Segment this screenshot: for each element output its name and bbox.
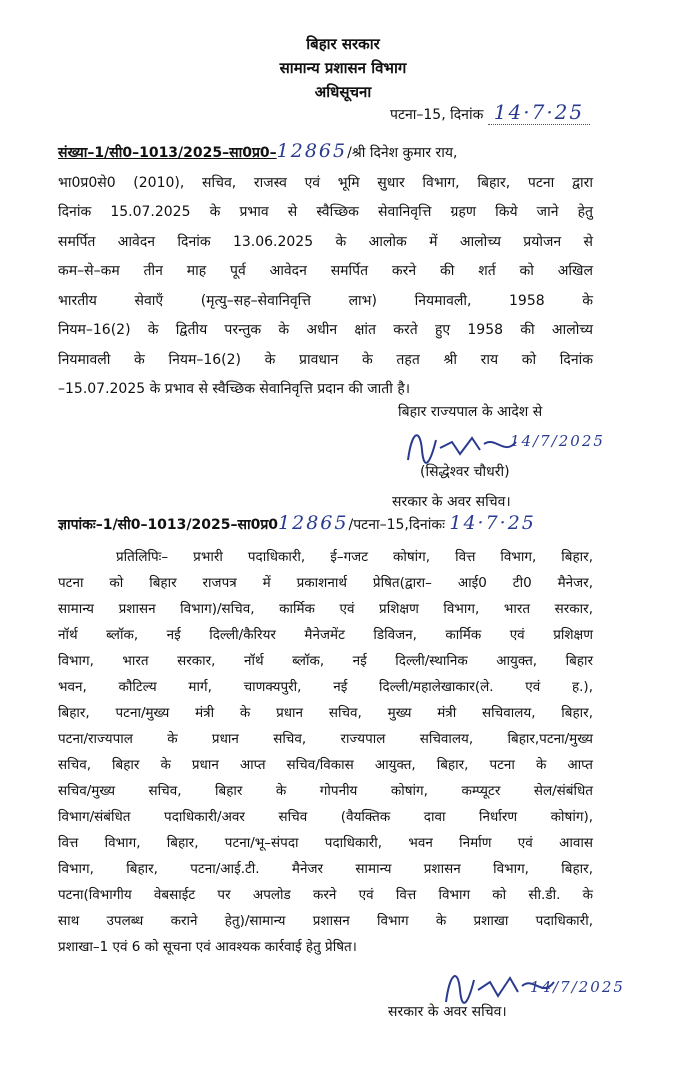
department-heading: सामान्य प्रशासन विभाग — [279, 59, 407, 77]
signatory-designation: सरकार के अवर सचिव। — [392, 494, 511, 510]
handwritten-ref-number: 12865 — [276, 140, 348, 162]
memo-handwritten-ref-number: 12865 — [278, 512, 349, 534]
order-line: बिहार राज्यपाल के आदेश से — [398, 404, 543, 420]
memo-line: पटना(विभागीय वेबसाईट पर अपलोड करने एवं वित्त विभाग को सी.डी. के — [58, 887, 593, 903]
memo-line: वित्त विभाग, बिहार, पटना/भू–संपदा पदाधिकारी, भवन निर्माण एवं आवास — [58, 835, 593, 851]
memo-line: सामान्य प्रशासन विभाग)/सचिव, कार्मिक एवं प्रशिक्षण विभाग, भारत सरकार, — [58, 601, 593, 617]
place-date-label: पटना–15, दिनांक — [390, 107, 484, 123]
notification-line: –15.07.2025 के प्रभाव से स्वैच्छिक सेवानिवृत्ति प्रदान की जाती है। — [58, 381, 411, 397]
notification-line: नियमावली के नियम–16(2) के प्रावधान के तहत श्री राय को दिनांक — [58, 351, 593, 368]
memo-signatory-designation: सरकार के अवर सचिव। — [388, 1004, 507, 1020]
memo-line: बिहार, पटना/मुख्य मंत्री के प्रधान सचिव, मुख्य मंत्री सचिवालय, बिहार, — [58, 705, 593, 721]
memo-line: पटना को बिहार राजपत्र में प्रकाशनार्थ प्रेषित(द्वारा– आई0 टी0 मैनेजर, — [58, 575, 593, 591]
memo-signature-date-hand: 14/7/2025 — [530, 978, 625, 996]
memo-line: भवन, कौटिल्य मार्ग, चाणक्यपुरी, नई दिल्ली/महालेखाकार(ले. एवं ह.), — [58, 679, 593, 695]
memo-line: विभाग, भारत सरकार, नॉर्थ ब्लॉक, नई दिल्ली/स्थानिक आयुक्त, बिहार — [58, 653, 593, 669]
memo-handwritten-date: 14·7·25 — [449, 512, 536, 534]
notification-line: समर्पित आवेदन दिनांक 13.06.2025 के आलोक में आलोच्य प्रयोजन से — [58, 233, 593, 250]
notification-line-0 — [58, 137, 593, 169]
notification-date — [390, 100, 590, 124]
notice-heading: अधिसूचना — [314, 83, 372, 101]
notification-line: कम–से–कम तीन माह पूर्व आवेदन समर्पित करने की शर्त को अखिल — [58, 263, 593, 279]
memo-line: प्रतिलिपिः– प्रभारी पदाधिकारी, ई–गजट कोषांग, वित्त विभाग, बिहार, — [116, 549, 593, 565]
memo-line: नॉर्थ ब्लॉक, नई दिल्ली/कैरियर मैनेजमेंट डिविजन, कार्मिक एवं प्रशिक्षण — [58, 627, 593, 643]
notification-line: दिनांक 15.07.2025 के प्रभाव से स्वैच्छिक सेवानिवृत्ति ग्रहण किये जाने हेतु — [58, 204, 593, 220]
notification-line: भा0प्र0से0 (2010), सचिव, राजस्व एवं भूमि सुधार विभाग, बिहार, पटना द्वारा — [58, 174, 593, 191]
notification-line: नियम–16(2) के द्वितीय परन्तुक के अधीन क्षांत करते हुए 1958 की आलोच्य — [58, 322, 593, 338]
memo-line: विभाग/संबंधित पदाधिकारी/अवर सचिव (वैयक्तिक दावा निर्धारण कोषांग), — [58, 809, 593, 825]
notification-body — [58, 137, 593, 405]
memo-line: सचिव/मुख्य सचिव, बिहार के गोपनीय कोषांग, कम्प्यूटर सेल/संबंधित — [58, 783, 593, 799]
memo-line: पटना/राज्यपाल के प्रधान सचिव, राज्यपाल सचिवालय, बिहार,पटना/मुख्य — [58, 731, 593, 747]
memo-line: विभाग, बिहार, पटना/आई.टी. मैनेजर सामान्य प्रशासन विभाग, बिहार, — [58, 861, 593, 877]
memo-body — [58, 544, 593, 960]
handwritten-date: 14·7·25 — [488, 100, 590, 125]
memo-reference-line — [58, 512, 618, 534]
signature-date-hand: 14/7/2025 — [510, 432, 605, 450]
signatory-name: (सिद्धेश्वर चौधरी) — [420, 464, 510, 480]
notification-ref-prefix: संख्या–1/सी0–1013/2025–सा0प्र0– — [58, 145, 277, 161]
memo-place-date-label: /पटना–15,दिनांकः — [348, 517, 445, 533]
notification-line: भारतीय सेवाएँ (मृत्यु–सह–सेवानिवृत्ति लाभ) नियमावली, 1958 के — [58, 292, 593, 309]
memo-line: साथ उपलब्ध कराने हेतु)/सामान्य प्रशासन विभाग के प्रशाखा पदाधिकारी, — [58, 913, 593, 929]
notification-line-text: /श्री दिनेश कुमार राय, — [347, 145, 458, 161]
govt-heading: बिहार सरकार — [306, 35, 380, 53]
memo-ref-prefix: ज्ञापांकः–1/सी0–1013/2025–सा0प्र0 — [58, 517, 279, 533]
memo-line: प्रशाखा–1 एवं 6 को सूचना एवं आवश्यक कार्रवाई हेतु प्रेषित। — [58, 939, 357, 955]
memo-line: सचिव, बिहार के प्रधान आप्त सचिव/विकास आयुक्त, बिहार, पटना के आप्त — [58, 757, 593, 773]
